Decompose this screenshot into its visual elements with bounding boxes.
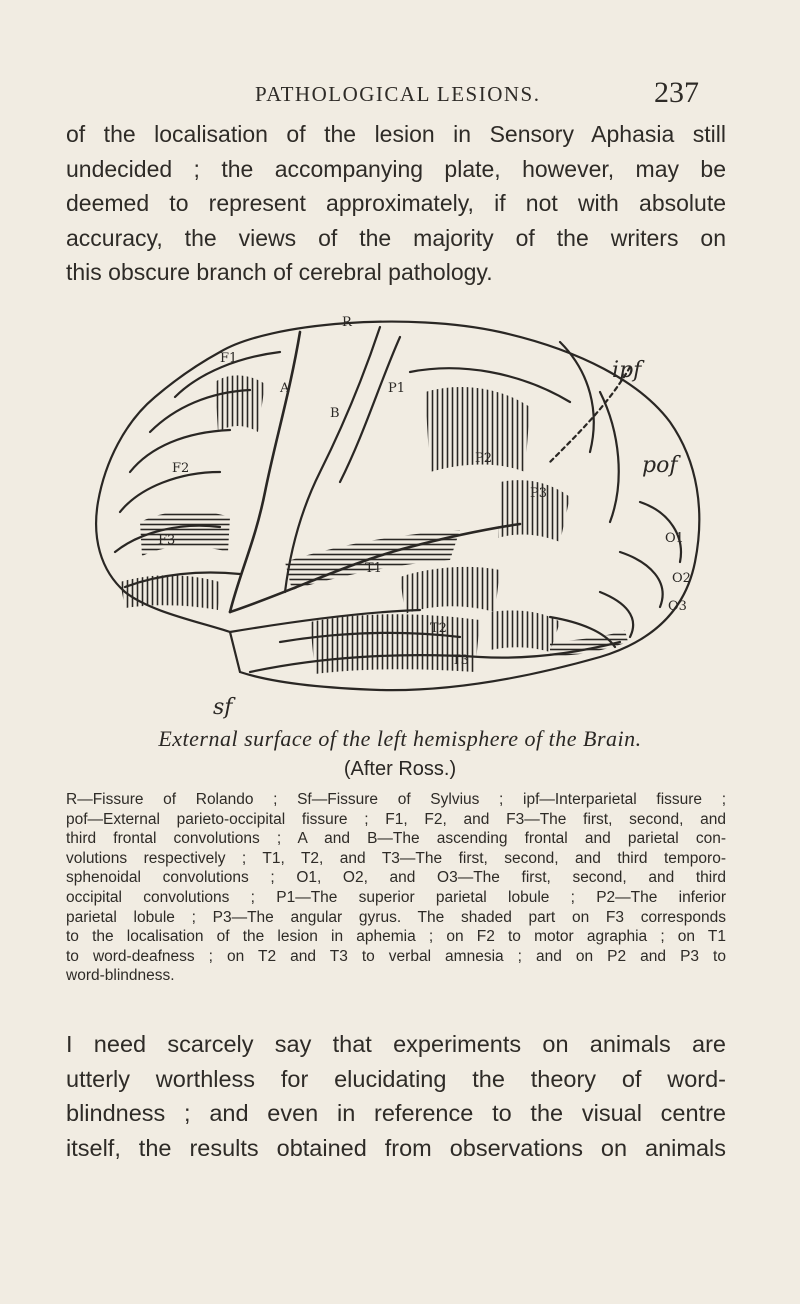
legend-line: R—Fissure of Rolando ; Sf—Fissure of Sylvius ; ipf—Interparietal fissure ; (66, 791, 726, 808)
label-o3: O3 (668, 599, 687, 614)
paragraph-line: deemed to represent approximately, if not with absolute (66, 190, 726, 216)
running-head (0, 76, 800, 112)
label-sf: sf (213, 695, 233, 720)
label-f1: F1 (220, 351, 238, 366)
label-o1: O1 (665, 531, 684, 546)
label-t2: T2 (430, 621, 447, 636)
label-t1: T1 (365, 561, 382, 576)
figure-legend (66, 790, 726, 986)
legend-line: to the localisation of the lesion in aphemia ; on F2 to motor agraphia ; on T1 (66, 928, 726, 946)
paragraph-line: itself, the results obtained from observations on animals (66, 1134, 726, 1161)
brain-illustration (80, 312, 720, 722)
legend-line: volutions respectively ; T1, T2, and T3—The first, second, and third temporo- (66, 849, 726, 867)
legend-line: occipital convolutions ; P1—The superior parietal lobule ; P2—The inferior (66, 888, 726, 906)
legend-line: pof—External parieto-occipital fissure ; F1, F2, and F3—The first, second, and (66, 810, 726, 828)
paragraph-line: accuracy, the views of the majority of the writers on (66, 224, 726, 251)
legend-line: sphenoidal convolutions ; O1, O2, and O3—The first, second, and third (66, 869, 726, 887)
label-t3: T3 (452, 653, 469, 668)
label-f3: F3 (158, 533, 176, 548)
label-b: B (330, 406, 340, 421)
legend-line: to word-deafness ; on T2 and T3 to verbal amnesia ; and on P2 and P3 to (66, 947, 726, 965)
paragraph-line: blindness ; and even in reference to the visual centre (66, 1100, 726, 1126)
label-f2: F2 (172, 461, 190, 476)
label-p3: P3 (530, 486, 548, 501)
legend-line: word-blindness. (66, 967, 175, 985)
label-ipf: ipf (612, 358, 642, 383)
paragraph-line: undecided ; the accompanying plate, however, may be (66, 155, 726, 182)
caption-title: External surface of the left hemisphere of the Brain. (158, 726, 642, 751)
figure-caption (0, 724, 800, 784)
running-title: PATHOLOGICAL LESIONS. (255, 82, 541, 106)
caption-source: (After Ross.) (343, 758, 457, 780)
paragraph-line: this obscure branch of cerebral pathology. (66, 259, 493, 285)
label-p2: P2 (475, 451, 493, 466)
label-o2: O2 (672, 571, 691, 586)
paragraph-line: utterly worthless for elucidating the theory of word- (66, 1065, 726, 1092)
paragraph-line: I need scarcely say that experiments on animals are (66, 1031, 726, 1057)
paragraph-bottom (66, 1027, 726, 1165)
label-pof: pof (642, 453, 678, 478)
legend-line: parietal lobule ; P3—The angular gyrus. The shaded part on F3 corresponds (66, 908, 726, 926)
label-p1: P1 (388, 381, 406, 396)
label-r: R (342, 315, 352, 330)
paragraph-top (66, 117, 726, 290)
paragraph-line: of the localisation of the lesion in Sensory Aphasia still (66, 121, 726, 147)
label-a: A (280, 381, 290, 396)
legend-line: third frontal convolutions ; A and B—The ascending frontal and parietal con- (66, 830, 726, 848)
page-number: 237 (654, 76, 699, 109)
